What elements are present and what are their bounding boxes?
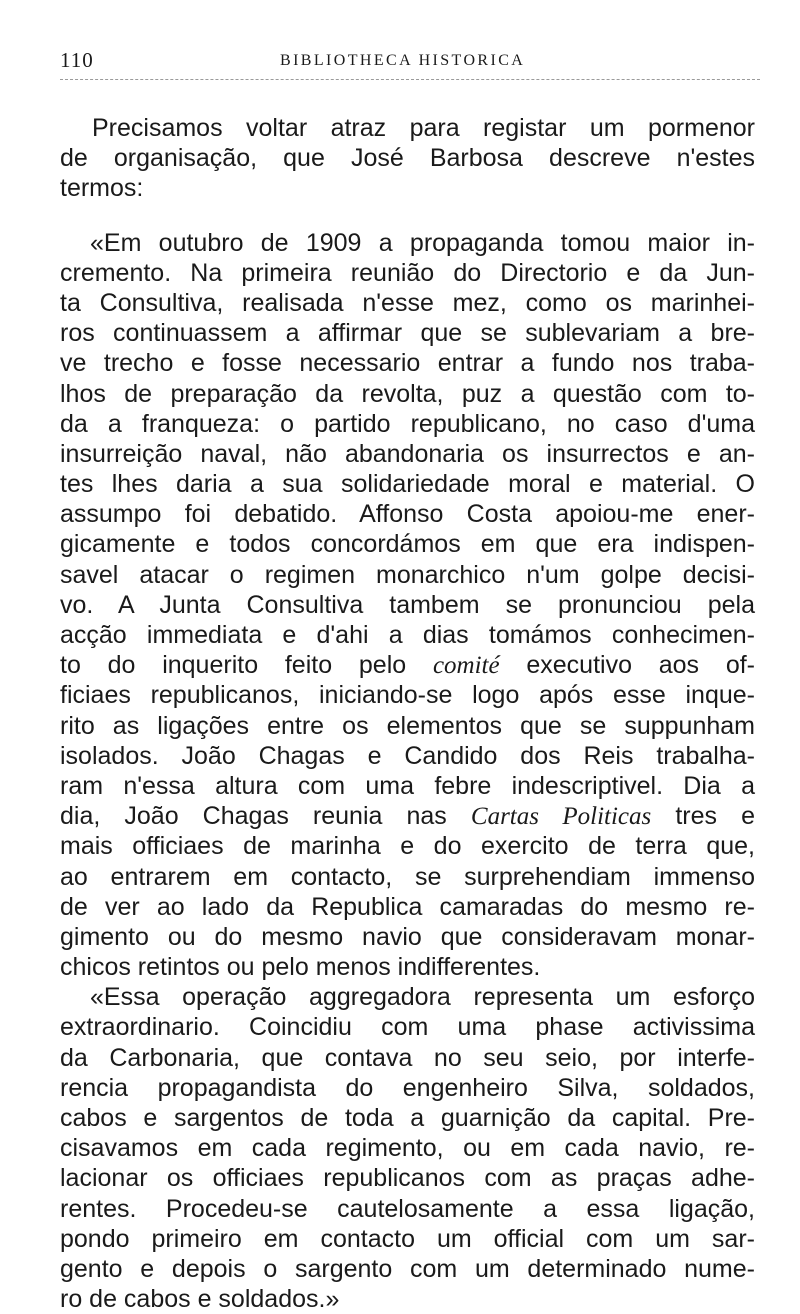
text-line: rito as ligações entre os elementos que se suppunham <box>60 711 755 740</box>
text-segment: tres e <box>675 802 756 831</box>
text-line: cabos e sargentos de toda a guarnição da capital. Pre- <box>60 1104 755 1132</box>
text-line: acção immediata e d'ahi a dias tomámos conhecimen- <box>60 621 755 649</box>
text-line: da Carbonaria, que contava no seu seio, por interfe- <box>60 1043 755 1072</box>
text-line: ram n'essa altura com uma febre indescriptivel. Dia a <box>60 771 755 800</box>
paragraph-quote-2 <box>60 982 755 1314</box>
text-segment: to do inquerito feito pelo <box>60 651 407 680</box>
text-line: termos: <box>60 174 144 203</box>
running-title: BIBLIOTHECA HISTORICA <box>280 52 526 69</box>
text-line: isolados. João Chagas e Candido dos Reis trabalha- <box>60 741 755 770</box>
italic-term-comite: comité <box>432 652 500 680</box>
paragraph-gap <box>60 204 755 228</box>
text-line: cremento. Na primeira reunião do Directorio e da Jun- <box>60 258 755 287</box>
text-line: ficiaes republicanos, iniciando-se logo após esse inque- <box>60 681 755 710</box>
text-line <box>60 801 755 831</box>
text-line: ta Consultiva, realisada n'esse mez, como os marinhei- <box>60 288 755 317</box>
text-line: assumpo foi debatido. Affonso Costa apoiou-me ener- <box>60 500 755 529</box>
text-line: ve trecho e fosse necessario entrar a fundo nos traba- <box>60 349 755 378</box>
paragraph-quote-1 <box>60 228 755 983</box>
text-line: extraordinario. Coincidiu com uma phase activissima <box>60 1013 755 1042</box>
text-segment: dia, João Chagas reunia nas <box>60 802 447 831</box>
text-line: «Em outubro de 1909 a propaganda tomou maior in- <box>90 228 755 257</box>
text-line: tes lhes daria a sua solidariedade moral e material. O <box>60 470 755 499</box>
text-line: de ver ao lado da Republica camaradas do mesmo re- <box>60 892 755 921</box>
text-line: mais officiaes de marinha e do exercito de terra que, <box>60 832 755 861</box>
text-line: gento e depois o sargento com um determinado nume- <box>60 1254 755 1283</box>
body-text <box>60 113 755 1314</box>
text-segment: executivo aos of- <box>526 651 755 680</box>
text-line: insurreição naval, não abandonaria os insurrectos e an- <box>60 439 755 468</box>
text-line: gimento ou do mesmo navio que consideravam monar- <box>60 922 755 951</box>
text-line: gicamente e todos concordámos em que era indispen- <box>60 530 755 559</box>
text-line: ro de cabos e soldados.» <box>60 1285 340 1314</box>
text-line: vo. A Junta Consultiva tambem se pronunciou pela <box>60 590 755 619</box>
header-rule <box>60 79 760 80</box>
text-line: ao entrarem em contacto, se surprehendiam immenso <box>60 862 755 891</box>
text-line: savel atacar o regimen monarchico n'um golpe decisi- <box>60 560 755 589</box>
text-line: lacionar os officiaes republicanos com as praças adhe- <box>60 1164 755 1193</box>
text-line: Precisamos voltar atraz para registar um pormenor <box>92 114 755 142</box>
text-line: lhos de preparação da revolta, puz a questão com to- <box>60 379 755 408</box>
text-line: cisavamos em cada regimento, ou em cada navio, re- <box>60 1134 755 1163</box>
text-line: de organisação, que José Barbosa descreve n'estes <box>60 144 755 173</box>
text-line: chicos retintos ou pelo menos indifferentes. <box>60 953 541 982</box>
paragraph-intro <box>60 113 755 204</box>
text-line: «Essa operação aggregadora representa um esforço <box>90 983 755 1012</box>
text-line: pondo primeiro em contacto um official com um sar- <box>60 1224 755 1253</box>
text-line: da a franqueza: o partido republicano, no caso d'uma <box>60 409 755 438</box>
text-line: rentes. Procedeu-se cautelosamente a essa ligação, <box>60 1194 755 1223</box>
italic-title-cartas-politicas: Cartas Politicas <box>470 803 652 831</box>
text-line <box>60 650 755 680</box>
page-header <box>60 48 760 78</box>
page-number: 110 <box>60 48 94 72</box>
text-line: rencia propagandista do engenheiro Silva, soldados, <box>60 1073 755 1102</box>
text-line: ros continuassem a affirmar que se sublevariam a bre- <box>60 319 755 348</box>
